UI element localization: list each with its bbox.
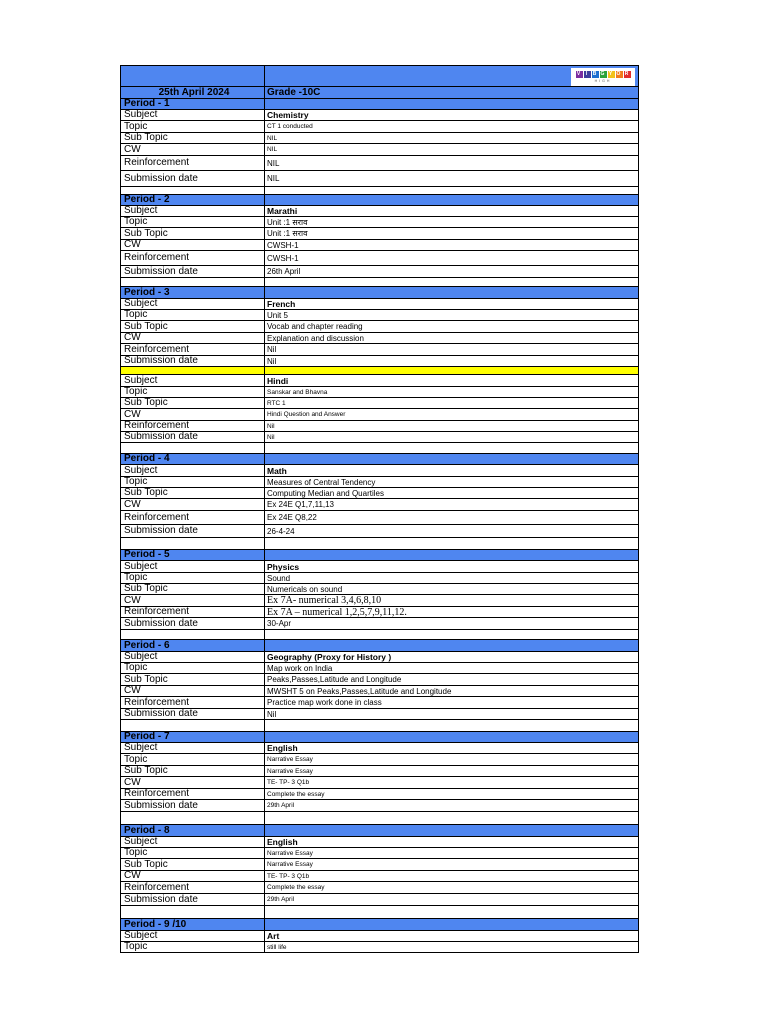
table-row	[120, 310, 639, 321]
field-label-submission-date: Submission date	[120, 266, 265, 277]
period-header-row	[120, 919, 639, 931]
period-blank-cell	[265, 195, 639, 205]
period-header-row	[120, 825, 639, 837]
period-blank-cell	[265, 454, 639, 464]
period-label: Period - 8	[120, 825, 265, 836]
blank-row	[120, 538, 639, 550]
field-value-cw: Hindi Question and Answer	[265, 409, 639, 420]
blank-row	[120, 906, 639, 919]
field-label-subject: Subject	[120, 110, 265, 120]
table-row	[120, 432, 639, 443]
field-label-topic: Topic	[120, 387, 265, 397]
table-row	[120, 356, 639, 367]
period-label: Period - 9 /10	[120, 919, 265, 930]
field-value-subject: Physics	[265, 561, 639, 572]
field-value-sub-topic: Vocab and chapter reading	[265, 321, 639, 332]
field-label-subject: Subject	[120, 743, 265, 753]
table-row	[120, 848, 639, 859]
field-label-submission-date: Submission date	[120, 525, 265, 537]
timetable-sheet	[120, 65, 639, 953]
field-label-subject: Subject	[120, 652, 265, 662]
field-value-cw: Ex 24E Q1,7,11,13	[265, 499, 639, 510]
field-label-submission-date: Submission date	[120, 709, 265, 719]
field-label-subject: Subject	[120, 837, 265, 847]
field-value-reinforcement: Ex 24E Q8,22	[265, 511, 639, 524]
blank-row	[120, 443, 639, 454]
field-label-topic: Topic	[120, 663, 265, 673]
blank-cell	[265, 538, 639, 549]
field-value-topic: still life	[265, 942, 639, 952]
field-label-cw: CW	[120, 144, 265, 155]
field-label-topic: Topic	[120, 942, 265, 952]
period-header-row	[120, 99, 639, 110]
table-row	[120, 398, 639, 409]
table-row	[120, 766, 639, 777]
field-label-sub-topic: Sub Topic	[120, 321, 265, 332]
blank-row	[120, 187, 639, 195]
table-row	[120, 251, 639, 266]
field-value-subject: Chemistry	[265, 110, 639, 120]
field-label-cw: CW	[120, 409, 265, 420]
table-row	[120, 217, 639, 228]
table-row	[120, 871, 639, 882]
field-value-reinforcement: Complete the essay	[265, 789, 639, 799]
table-row	[120, 800, 639, 812]
highlight-separator-row	[120, 367, 639, 375]
field-value-subject: Math	[265, 465, 639, 476]
field-label-sub-topic: Sub Topic	[120, 228, 265, 239]
field-label-sub-topic: Sub Topic	[120, 133, 265, 143]
field-label-sub-topic: Sub Topic	[120, 488, 265, 498]
table-row	[120, 387, 639, 398]
field-value-cw: CWSH-1	[265, 240, 639, 250]
field-value-subject: Geography (Proxy for History )	[265, 652, 639, 662]
table-row	[120, 228, 639, 240]
blank-cell	[120, 538, 265, 549]
table-row	[120, 674, 639, 686]
field-value-reinforcement: NIL	[265, 156, 639, 170]
table-row	[120, 511, 639, 525]
banner-right-cell	[265, 66, 639, 86]
table-row	[120, 561, 639, 573]
table-row	[120, 754, 639, 766]
field-label-cw: CW	[120, 686, 265, 696]
table-row	[120, 321, 639, 333]
table-row	[120, 709, 639, 720]
field-label-cw: CW	[120, 333, 265, 343]
field-value-topic: Sanskar and Bhavna	[265, 387, 639, 397]
blank-row	[120, 720, 639, 732]
field-value-submission-date: Nil	[265, 432, 639, 442]
period-header-row	[120, 640, 639, 652]
table-row	[120, 584, 639, 595]
field-label-cw: CW	[120, 777, 265, 788]
blank-cell	[120, 906, 265, 918]
field-label-submission-date: Submission date	[120, 618, 265, 629]
field-label-subject: Subject	[120, 299, 265, 309]
field-label-reinforcement: Reinforcement	[120, 421, 265, 431]
table-row	[120, 499, 639, 511]
period-label: Period - 2	[120, 195, 265, 205]
table-row	[120, 121, 639, 133]
period-blank-cell	[265, 640, 639, 651]
field-value-submission-date: 29th April	[265, 800, 639, 811]
field-label-cw: CW	[120, 595, 265, 606]
separator-cell	[265, 367, 639, 374]
field-label-reinforcement: Reinforcement	[120, 607, 265, 617]
field-value-topic: Sound	[265, 573, 639, 583]
blank-cell	[265, 812, 639, 824]
field-value-reinforcement: Ex 7A – numerical 1,2,5,7,9,11,12.	[265, 607, 639, 617]
field-label-subject: Subject	[120, 206, 265, 216]
field-value-submission-date: NIL	[265, 171, 639, 186]
period-label: Period - 7	[120, 732, 265, 742]
blank-row	[120, 812, 639, 825]
table-row	[120, 686, 639, 697]
logo-letter: Y	[608, 71, 614, 77]
blank-cell	[120, 630, 265, 639]
field-label-subject: Subject	[120, 931, 265, 941]
field-value-reinforcement: Nil	[265, 344, 639, 355]
field-value-cw: Ex 7A- numerical 3,4,6,8,10	[265, 595, 639, 606]
vibgyor-logo	[571, 68, 635, 86]
table-row	[120, 465, 639, 477]
field-label-reinforcement: Reinforcement	[120, 156, 265, 170]
blank-cell	[265, 278, 639, 286]
blank-cell	[120, 812, 265, 824]
field-label-topic: Topic	[120, 217, 265, 227]
table-row	[120, 144, 639, 156]
period-blank-cell	[265, 287, 639, 298]
period-header-row	[120, 732, 639, 743]
date-cell: 25th April 2024	[120, 87, 265, 98]
field-value-subject: Art	[265, 931, 639, 941]
field-value-reinforcement: Nil	[265, 421, 639, 431]
table-row	[120, 663, 639, 674]
date-grade-row	[120, 87, 639, 99]
period-label: Period - 5	[120, 550, 265, 560]
field-value-topic: Unit :1 सराव	[265, 217, 639, 227]
field-value-reinforcement: Practice map work done in class	[265, 697, 639, 708]
period-blank-cell	[265, 825, 639, 836]
field-value-submission-date: Nil	[265, 356, 639, 366]
field-value-cw: TE- TP- 3 Q1b	[265, 777, 639, 788]
table-row	[120, 266, 639, 278]
period-header-row	[120, 195, 639, 206]
field-label-submission-date: Submission date	[120, 432, 265, 442]
logo-letter: R	[624, 71, 630, 77]
field-label-cw: CW	[120, 871, 265, 881]
field-value-sub-topic: Peaks,Passes,Latitude and Longitude	[265, 674, 639, 685]
field-value-topic: Narrative Essay	[265, 754, 639, 765]
field-label-topic: Topic	[120, 848, 265, 858]
table-row	[120, 171, 639, 187]
blank-cell	[265, 187, 639, 194]
field-label-reinforcement: Reinforcement	[120, 344, 265, 355]
field-value-subject: Marathi	[265, 206, 639, 216]
field-value-cw: TE- TP- 3 Q1b	[265, 871, 639, 881]
table-row	[120, 859, 639, 871]
field-value-submission-date: 30-Apr	[265, 618, 639, 629]
table-row	[120, 110, 639, 121]
field-value-sub-topic: RTC 1	[265, 398, 639, 408]
field-label-submission-date: Submission date	[120, 800, 265, 811]
table-row	[120, 421, 639, 432]
blank-row	[120, 278, 639, 287]
field-value-submission-date: 29th April	[265, 894, 639, 905]
period-header-row	[120, 550, 639, 561]
field-value-topic: Map work on India	[265, 663, 639, 673]
table-row	[120, 595, 639, 607]
table-row	[120, 607, 639, 618]
header-banner	[120, 65, 639, 87]
table-row	[120, 488, 639, 499]
field-label-subject: Subject	[120, 561, 265, 572]
table-row	[120, 573, 639, 584]
period-label: Period - 3	[120, 287, 265, 298]
field-value-submission-date: 26th April	[265, 266, 639, 277]
field-value-reinforcement: Complete the essay	[265, 882, 639, 893]
field-value-sub-topic: Unit :1 सराव	[265, 228, 639, 239]
field-value-topic: Measures of Central Tendency	[265, 477, 639, 487]
table-row	[120, 344, 639, 356]
field-value-sub-topic: Narrative Essay	[265, 766, 639, 776]
field-label-topic: Topic	[120, 121, 265, 132]
field-label-reinforcement: Reinforcement	[120, 697, 265, 708]
grade-cell: Grade -10C	[265, 87, 639, 98]
field-label-sub-topic: Sub Topic	[120, 674, 265, 685]
field-label-cw: CW	[120, 499, 265, 510]
field-label-sub-topic: Sub Topic	[120, 398, 265, 408]
field-value-reinforcement: CWSH-1	[265, 251, 639, 265]
period-blank-cell	[265, 732, 639, 742]
field-value-submission-date: Nil	[265, 709, 639, 719]
field-label-cw: CW	[120, 240, 265, 250]
period-label: Period - 6	[120, 640, 265, 651]
field-label-sub-topic: Sub Topic	[120, 766, 265, 776]
period-blank-cell	[265, 99, 639, 109]
field-label-topic: Topic	[120, 310, 265, 320]
field-label-reinforcement: Reinforcement	[120, 882, 265, 893]
period-blank-cell	[265, 550, 639, 560]
table-row	[120, 206, 639, 217]
field-value-sub-topic: Computing Median and Quartiles	[265, 488, 639, 498]
table-row	[120, 942, 639, 953]
period-label: Period - 4	[120, 454, 265, 464]
table-row	[120, 777, 639, 789]
field-value-topic: CT 1 conducted	[265, 121, 639, 132]
table-row	[120, 789, 639, 800]
field-value-sub-topic: NIL	[265, 133, 639, 143]
field-label-topic: Topic	[120, 573, 265, 583]
table-row	[120, 743, 639, 754]
table-row	[120, 156, 639, 171]
logo-letter: B	[592, 71, 598, 77]
field-label-topic: Topic	[120, 754, 265, 765]
blank-cell	[120, 443, 265, 453]
table-row	[120, 697, 639, 709]
table-row	[120, 894, 639, 906]
field-label-submission-date: Submission date	[120, 894, 265, 905]
blank-cell	[265, 630, 639, 639]
table-row	[120, 525, 639, 538]
table-row	[120, 333, 639, 344]
field-value-cw: MWSHT 5 on Peaks,Passes,Latitude and Longitude	[265, 686, 639, 696]
field-value-cw: NIL	[265, 144, 639, 155]
logo-letter: O	[616, 71, 622, 77]
blank-cell	[265, 720, 639, 731]
blank-cell	[120, 187, 265, 194]
field-value-submission-date: 26-4-24	[265, 525, 639, 537]
field-label-reinforcement: Reinforcement	[120, 251, 265, 265]
separator-cell	[120, 367, 265, 374]
period-header-row	[120, 454, 639, 465]
period-blank-cell	[265, 919, 639, 930]
period-header-row	[120, 287, 639, 299]
field-label-submission-date: Submission date	[120, 171, 265, 186]
field-value-cw: Explanation and discussion	[265, 333, 639, 343]
blank-cell	[265, 906, 639, 918]
table-row	[120, 618, 639, 630]
logo-subtext: HIGH	[594, 79, 612, 83]
logo-letter: I	[584, 71, 591, 78]
logo-letter: G	[600, 71, 606, 77]
logo-letter: V	[576, 71, 582, 77]
field-label-reinforcement: Reinforcement	[120, 511, 265, 524]
field-label-subject: Subject	[120, 465, 265, 476]
blank-cell	[120, 278, 265, 286]
table-row	[120, 652, 639, 663]
field-value-subject: English	[265, 743, 639, 753]
field-value-topic: Narrative Essay	[265, 848, 639, 858]
field-label-subject: Subject	[120, 375, 265, 386]
table-row	[120, 133, 639, 144]
field-value-subject: Hindi	[265, 375, 639, 386]
blank-cell	[120, 720, 265, 731]
blank-row	[120, 630, 639, 640]
banner-left-cell	[120, 66, 265, 86]
blank-cell	[265, 443, 639, 453]
table-row	[120, 931, 639, 942]
field-label-topic: Topic	[120, 477, 265, 487]
table-row	[120, 299, 639, 310]
field-value-topic: Unit 5	[265, 310, 639, 320]
table-row	[120, 882, 639, 894]
field-label-sub-topic: Sub Topic	[120, 859, 265, 870]
field-label-reinforcement: Reinforcement	[120, 789, 265, 799]
field-value-sub-topic: Narrative Essay	[265, 859, 639, 870]
table-row	[120, 240, 639, 251]
field-value-sub-topic: Numericals on sound	[265, 584, 639, 594]
table-row	[120, 409, 639, 421]
table-row	[120, 375, 639, 387]
table-row	[120, 837, 639, 848]
field-value-subject: English	[265, 837, 639, 847]
field-value-subject: French	[265, 299, 639, 309]
table-row	[120, 477, 639, 488]
field-label-sub-topic: Sub Topic	[120, 584, 265, 594]
period-label: Period - 1	[120, 99, 265, 109]
field-label-submission-date: Submission date	[120, 356, 265, 366]
